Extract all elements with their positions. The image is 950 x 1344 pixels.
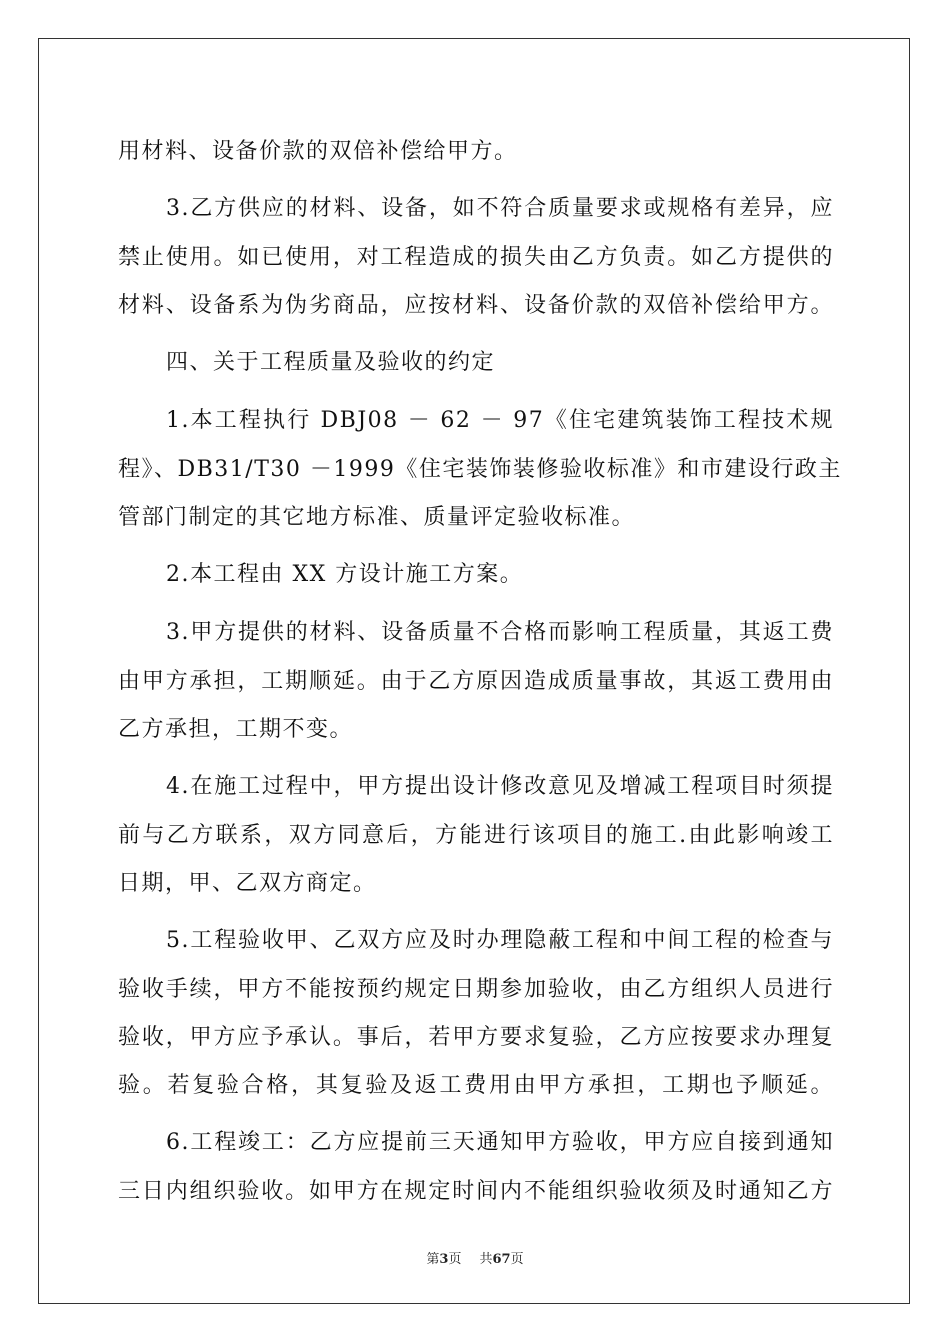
total-prefix: 共 bbox=[479, 1252, 493, 1267]
paragraph-line: 验收，甲方应予承认。事后，若甲方要求复验，乙方应按要求办理复 bbox=[118, 1025, 834, 1050]
paragraph-line: 1.本工程执行 DBJ08 － 62 － 97《住宅建筑装饰工程技术规 bbox=[166, 408, 834, 433]
section-heading: 四、关于工程质量及验收的约定 bbox=[166, 350, 496, 375]
paragraph-line: 管部门制定的其它地方标准、质量评定验收标准。 bbox=[118, 505, 636, 530]
total-unit: 页 bbox=[510, 1252, 524, 1267]
paragraph-line: 材料、设备系为伪劣商品，应按材料、设备价款的双倍补偿给甲方。 bbox=[118, 293, 834, 318]
total-pages: 67 bbox=[492, 1252, 511, 1267]
page-footer bbox=[0, 1248, 950, 1267]
paragraph-line: 3.乙方供应的材料、设备，如不符合质量要求或规格有差异，应 bbox=[166, 196, 834, 221]
page-unit: 页 bbox=[448, 1252, 462, 1267]
paragraph-line: 乙方承担，工期不变。 bbox=[118, 717, 354, 742]
paragraph-line: 禁止使用。如已使用，对工程造成的损失由乙方负责。如乙方提供的 bbox=[118, 245, 834, 270]
page-number: 3 bbox=[439, 1252, 449, 1267]
paragraph-line: 3.甲方提供的材料、设备质量不合格而影响工程质量，其返工费 bbox=[166, 620, 834, 645]
paragraph-line: 5.工程验收甲、乙双方应及时办理隐蔽工程和中间工程的检查与 bbox=[166, 928, 834, 953]
page-prefix: 第 bbox=[426, 1252, 440, 1267]
paragraph-line: 日期，甲、乙双方商定。 bbox=[118, 871, 377, 896]
paragraph-line: 验收手续，甲方不能按预约规定日期参加验收，由乙方组织人员进行 bbox=[118, 977, 834, 1002]
document-body bbox=[118, 128, 842, 1216]
paragraph-line: 用材料、设备价款的双倍补偿给甲方。 bbox=[118, 139, 518, 164]
paragraph-line: 三日内组织验收。如甲方在规定时间内不能组织验收须及时通知乙方 bbox=[118, 1179, 834, 1204]
paragraph-line: 前与乙方联系，双方同意后，方能进行该项目的施工.由此影响竣工 bbox=[118, 823, 834, 848]
paragraph-line: 验。若复验合格，其复验及返工费用由甲方承担，工期也予顺延。 bbox=[118, 1073, 834, 1098]
paragraph-line: 2.本工程由 XX 方设计施工方案。 bbox=[166, 562, 524, 587]
paragraph-line: 程》、DB31/T30 －1999《住宅装饰装修验收标准》和市建设行政主 bbox=[118, 457, 842, 482]
paragraph-line: 6.工程竣工：乙方应提前三天通知甲方验收，甲方应自接到通知 bbox=[166, 1130, 834, 1155]
paragraph-line: 4.在施工过程中，甲方提出设计修改意见及增减工程项目时须提 bbox=[166, 774, 834, 799]
paragraph-line: 由甲方承担，工期顺延。由于乙方原因造成质量事故，其返工费用由 bbox=[118, 669, 834, 694]
